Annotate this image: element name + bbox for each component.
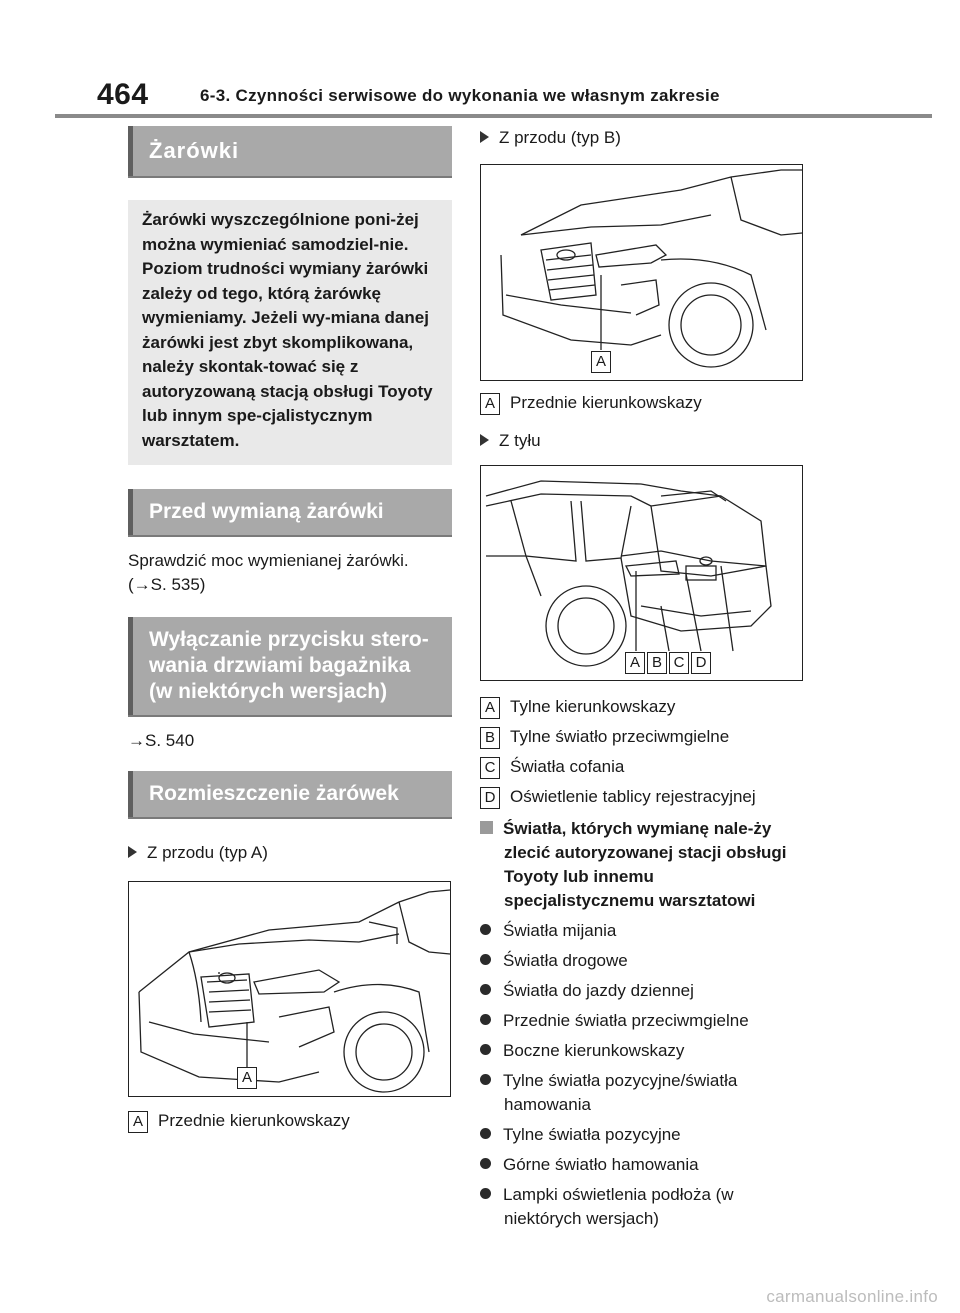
divider [128,535,452,537]
callout-c: C [669,652,689,674]
rear-label: Z tyłu [480,429,808,453]
callout-a: A [625,652,645,674]
legend-rear-b: B Tylne światło przeciwmgielne [480,725,808,749]
right-column [480,126,808,1231]
front-type-b-label: Z przodu (typ B) [480,126,808,150]
bullet-icon [480,1074,491,1085]
legend-letter: A [480,697,500,719]
triangle-marker-icon [128,846,137,858]
bullet-icon [480,1014,491,1025]
legend-letter: C [480,757,500,779]
legend-letter: A [480,393,500,415]
list-item: Boczne kierunkowskazy [480,1039,808,1063]
triangle-marker-icon [480,434,489,446]
left-column [128,126,452,1133]
callout-a: A [237,1067,257,1089]
list-item: Przednie światła przeciwmgielne [480,1009,808,1033]
list-item: Tylne światła pozycyjne [480,1123,808,1147]
divider [128,817,452,819]
bullet-icon [480,1044,491,1055]
rear-illustration [480,465,803,681]
page-ref-535[interactable]: (→S. 535) [128,575,206,594]
section-title-bulb-locations: Rozmieszczenie żarówek [128,771,452,817]
legend-letter: A [128,1111,148,1133]
list-item: Górne światło hamowania [480,1153,808,1177]
rear-callouts [625,652,711,674]
list-item: Światła drogowe [480,949,808,973]
square-marker-icon [480,821,493,834]
legend-letter: B [480,727,500,749]
legend-rear-a: A Tylne kierunkowskazy [480,695,808,719]
list-item: Tylne światła pozycyjne/światła hamowania [480,1069,808,1117]
section-title-before-replacing: Przed wymianą żarówki [128,489,452,535]
page-ref-540[interactable]: →S. 540 [128,731,195,750]
bullet-icon [480,984,491,995]
dealer-heading: Światła, których wymianę nale-ży zlecić autoryzowanej stacji obsługi Toyoty lub innemu specjalistycznemu warsztatowi [480,817,808,913]
callout-a: A [591,351,611,373]
intro-box: Żarówki wyszczególnione poni-żej można wymieniać samodziel-nie. Poziom trudności wymiany żarówki zależy od tego, którą żarówkę wymieniamy. Jeżeli wy-miana danej żarówki jest zbyt skomplikowana, należy skontak-tować się z autoryzowaną stacją obsługi Toyoty lub innym spe-cjalistycznym warsztatem. [128,200,452,465]
header-rule [55,114,932,118]
list-item: Światła do jazdy dziennej [480,979,808,1003]
legend-front-a: A Przednie kierunkowskazy [128,1109,452,1133]
legend-rear-c: C Światła cofania [480,755,808,779]
bullet-icon [480,924,491,935]
watermark: carmanualsonline.info [766,1287,938,1306]
triangle-marker-icon [480,131,489,143]
bullet-icon [480,1188,491,1199]
list-item: Światła mijania [480,919,808,943]
divider [128,176,452,178]
chapter-title: 6-3. Czynności serwisowe do wykonania we własnym zakresie [200,86,720,105]
bullet-icon [480,1158,491,1169]
front-type-a-illustration [128,881,451,1097]
section-title-bulbs: Żarówki [128,126,452,176]
callout-d: D [691,652,711,674]
callout-b: B [647,652,667,674]
legend-rear-d: D Oświetlenie tablicy rejestracyjnej [480,785,808,809]
section-title-tailgate-switch: Wyłączanie przycisku stero-wania drzwiami bagażnika (w niektórych wersjach) [128,617,452,715]
legend-letter: D [480,787,500,809]
divider [128,715,452,717]
list-item: Lampki oświetlenia podłoża (w niektórych wersjach) [480,1183,808,1231]
front-type-a-label: Z przodu (typ A) [128,841,452,865]
bullet-icon [480,1128,491,1139]
legend-front-b: A Przednie kierunkowskazy [480,391,808,415]
page-number: 464 [97,78,149,111]
check-wattage-text: Sprawdzić moc wymienianej żarówki. [128,551,409,570]
bullet-icon [480,954,491,965]
front-type-b-illustration [480,164,803,381]
